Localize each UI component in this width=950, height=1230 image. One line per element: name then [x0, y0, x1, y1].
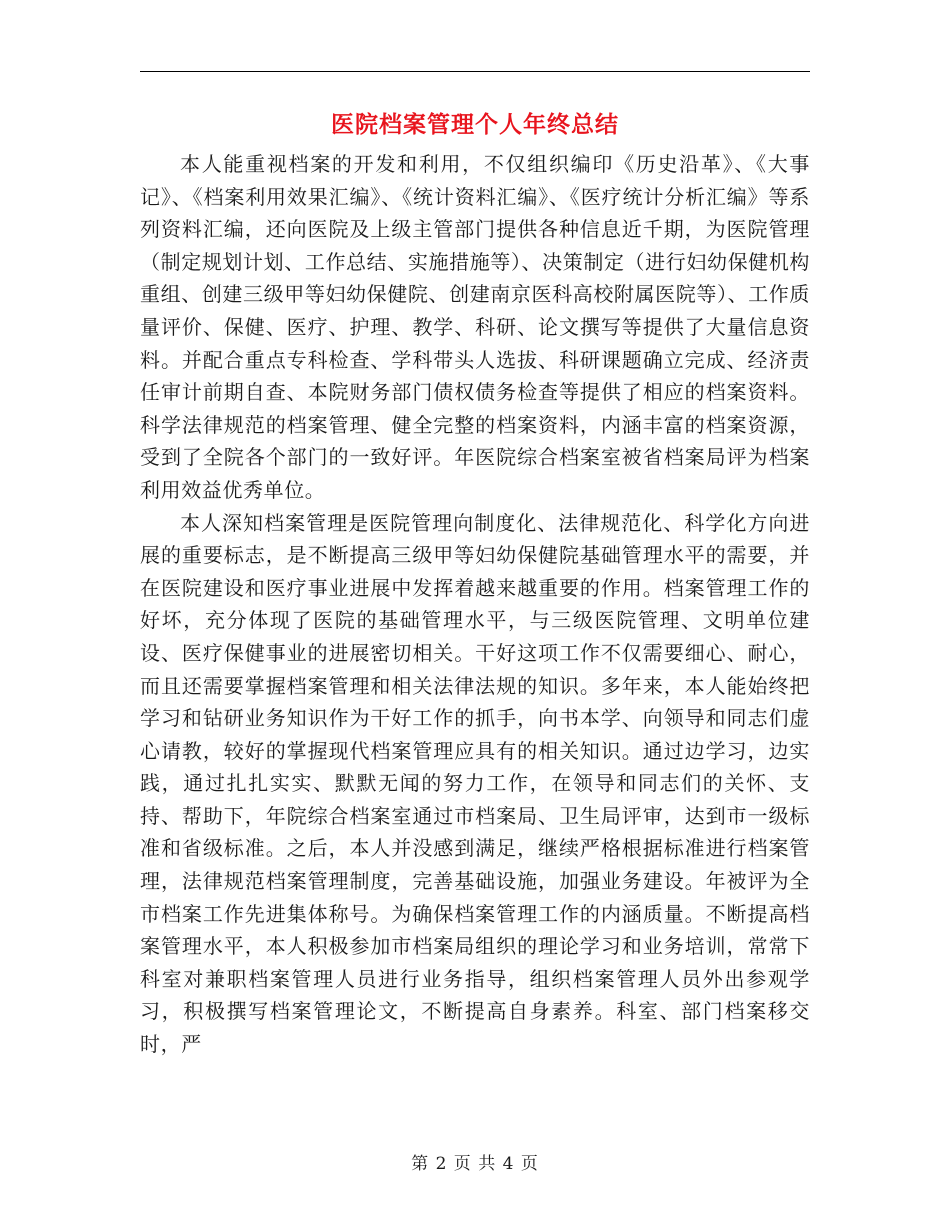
document-body — [140, 148, 810, 1061]
page-number: 第 2 页 共 4 页 — [411, 1154, 539, 1174]
document-title: 医院档案管理个人年终总结 — [331, 111, 619, 138]
paragraph-1: 本人能重视档案的开发和利用，不仅组织编印《历史沿革》、《大事记》、《档案利用效果汇编》、《统计资料汇编》、《医疗统计分析汇编》等系列资料汇编，还向医院及上级主管部门提供各种信息近千期，为医院管理（制定规划计划、工作总结、实施措施等）、决策制定（进行妇幼保健机构重组、创建三级甲等妇幼保健院、创建南京医科高校附属医院等）、工作质量评价、保健、医疗、护理、教学、科研、论文撰写等提供了大量信息资料。并配合重点专科检查、学科带头人选拔、科研课题确立完成、经济责任审计前期自查、本院财务部门债权债务检查等提供了相应的档案资料。科学法律规范的档案管理、健全完整的档案资料，内涵丰富的档案资源，受到了全院各个部门的一致好评。年医院综合档案室被省档案局评为档案利用效益优秀单位。 — [140, 152, 810, 502]
paragraph-2: 本人深知档案管理是医院管理向制度化、法律规范化、科学化方向进展的重要标志，是不断提高三级甲等妇幼保健院基础管理水平的需要，并在医院建设和医疗事业进展中发挥着越来越重要的作用。档案管理工作的好坏，充分体现了医院的基础管理水平，与三级医院管理、文明单位建设、医疗保健事业的进展密切相关。干好这项工作不仅需要细心、耐心，而且还需要掌握档案管理和相关法律法规的知识。多年来，本人能始终把学习和钻研业务知识作为干好工作的抓手，向书本学、向领导和同志们虚心请教，较好的掌握现代档案管理应具有的相关知识。通过边学习，边实践，通过扎扎实实、默默无闻的努力工作，在领导和同志们的关怀、支持、帮助下，年院综合档案室通过市档案局、卫生局评审，达到市一级标准和省级标准。之后，本人并没感到满足，继续严格根据标准进行档案管理，法律规范档案管理制度，完善基础设施，加强业务建设。年被评为全市档案工作先进集体称号。为确保档案管理工作的内涵质量。不断提高档案管理水平，本人积极参加市档案局组织的理论学习和业务培训，常常下科室对兼职档案管理人员进行业务指导，组织档案管理人员外出参观学习，积极撰写档案管理论文，不断提高自身素养。科室、部门档案移交时，严 — [140, 510, 810, 1057]
header-rule — [140, 71, 810, 72]
